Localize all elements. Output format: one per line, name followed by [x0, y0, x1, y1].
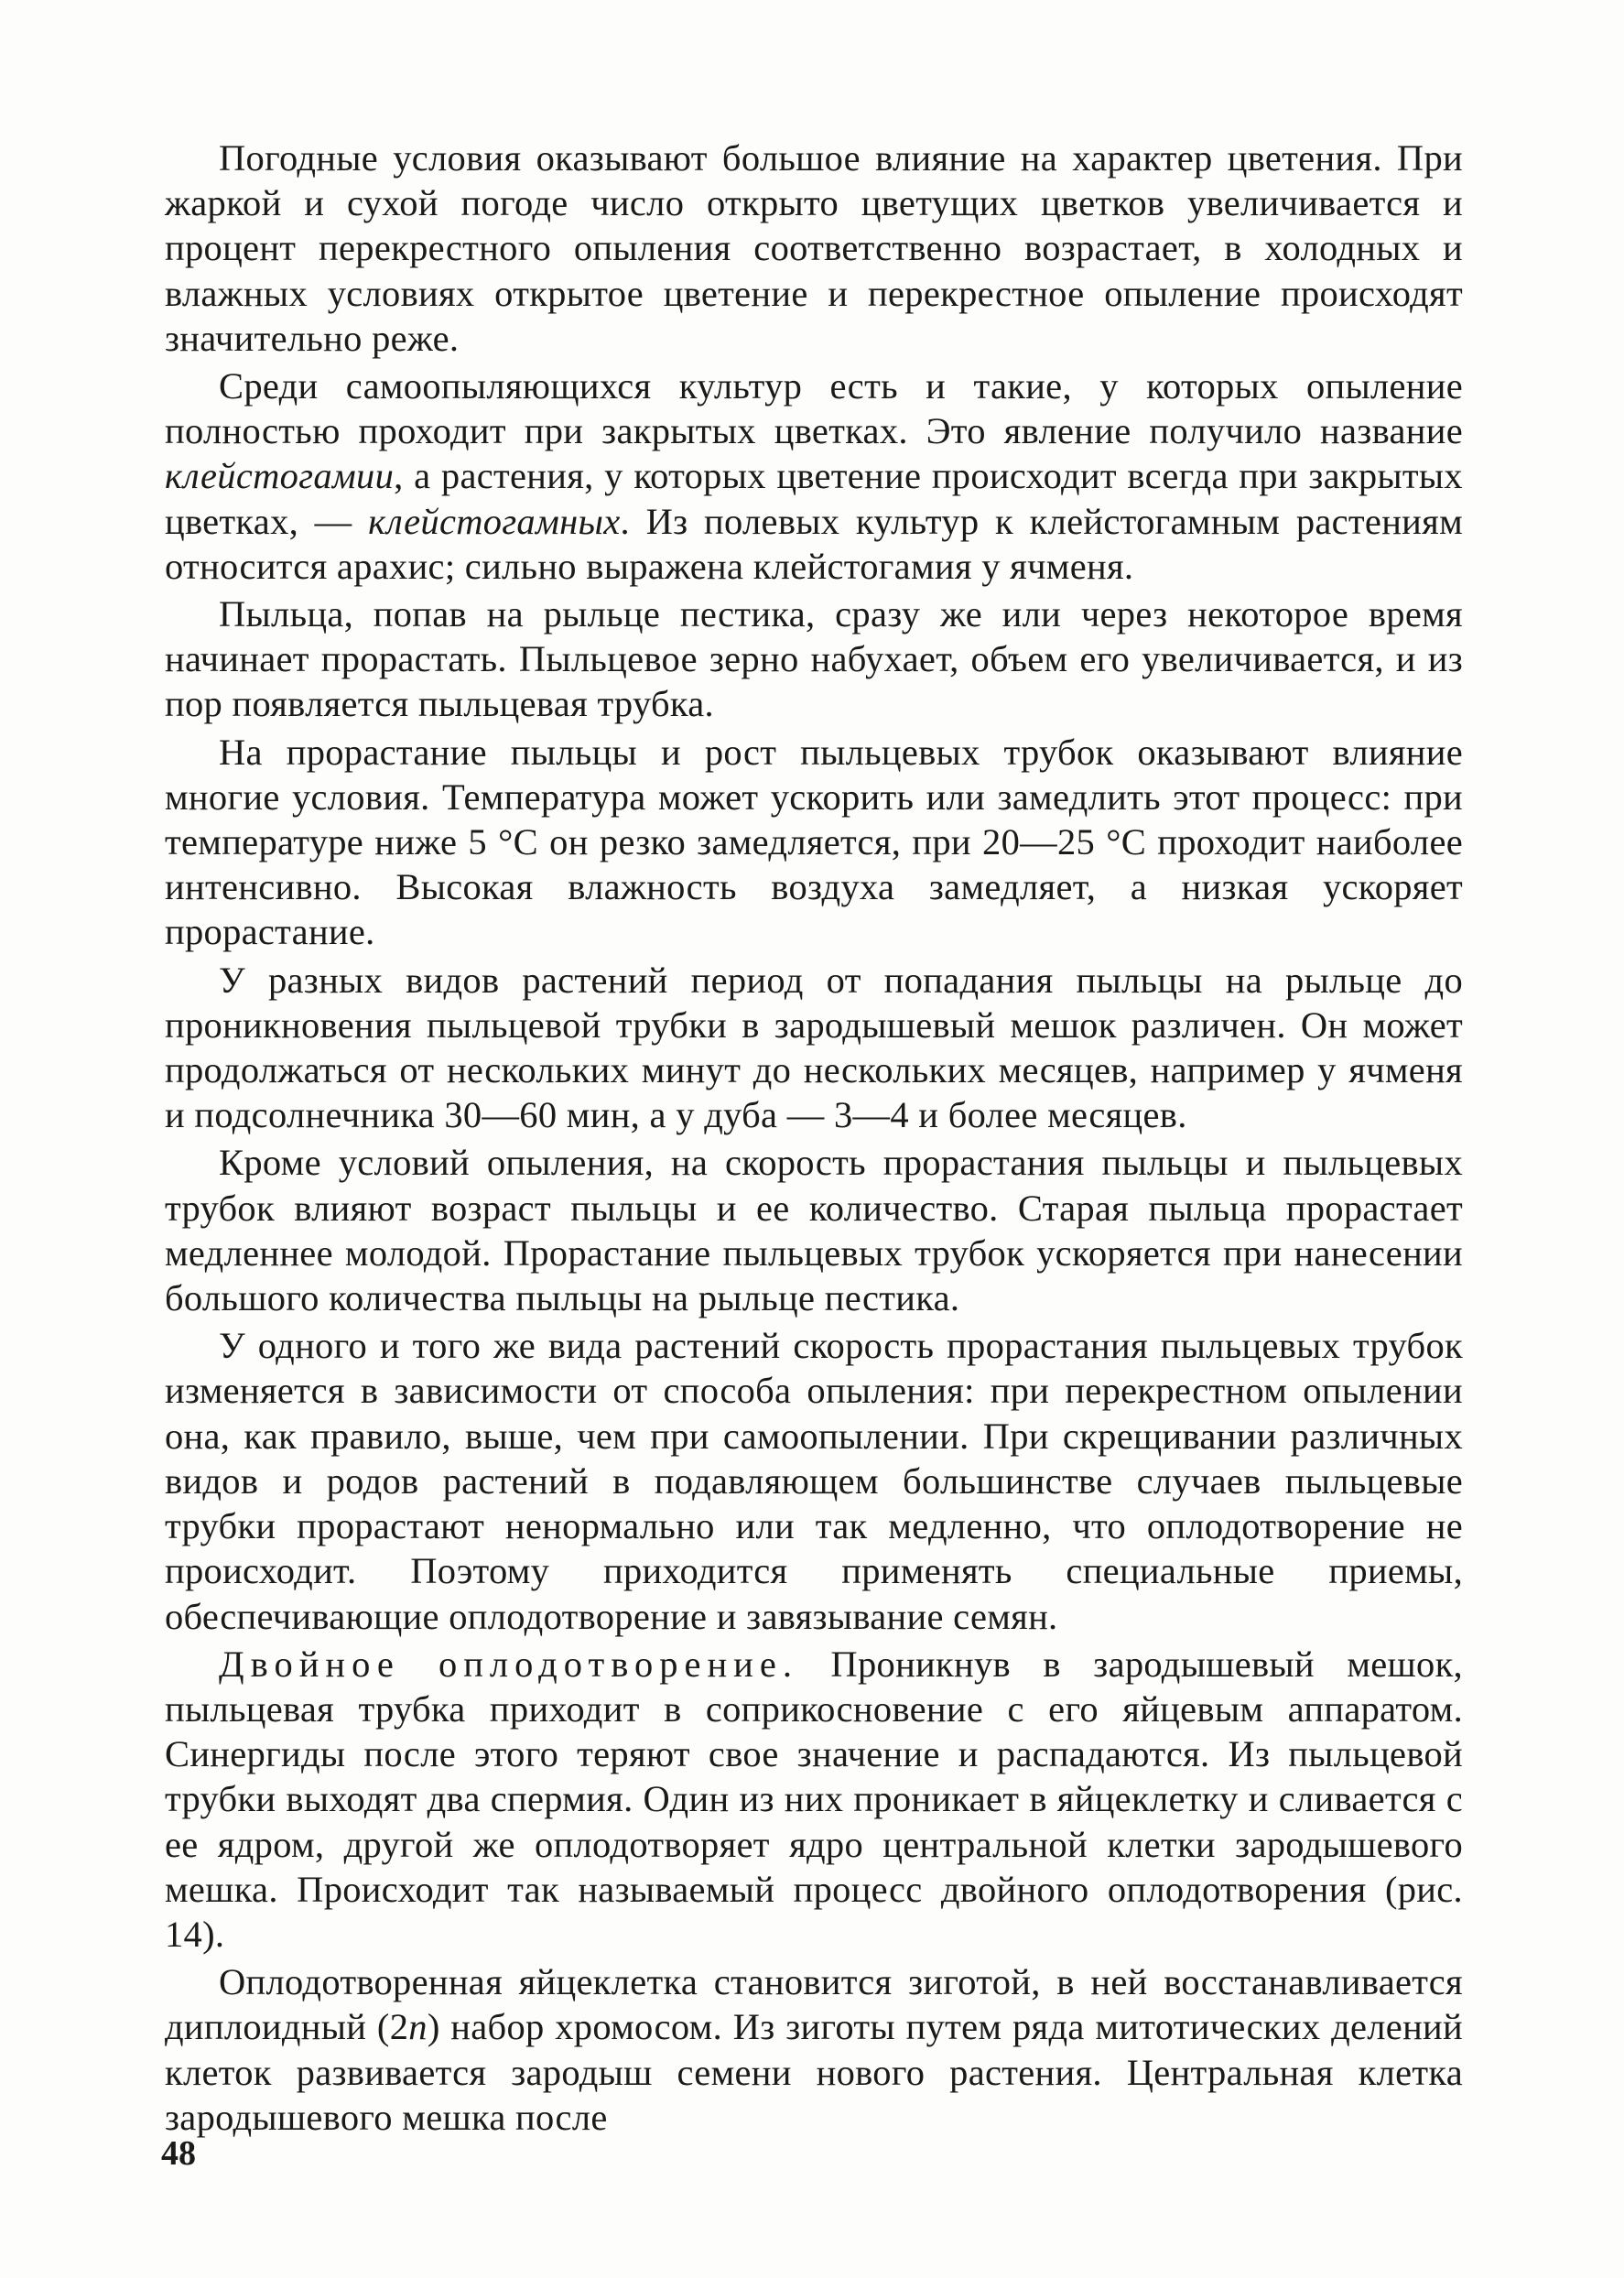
- paragraph-penetration-period: У разных видов растений период от попадания пыльцы на рыльце до проникновения пыльцевой трубки в зародышевый мешок различен. Он может продолжаться от нескольких минут до нескольких месяцев, например у ячменя и подсолнечника 30—60 мин, а у дуба — 3—4 и более месяцев.: [165, 959, 1463, 1136]
- paragraph-double-fertilization: [165, 1642, 1463, 1957]
- body-text: [165, 136, 1463, 2142]
- term-cleistogamy: клейстогамии: [165, 455, 395, 497]
- text-run: . Из полевых культур к клейстогамным растениям относится арахис; сильно выражена клейстогамия у ячменя.: [165, 500, 1463, 587]
- text-run: Проникнув в зародышевый мешок, пыльцевая трубка приходит в соприкосновение с его яйцевым аппаратом. Синергиды после этого теряют свое значение и распадаются. Из пыльцевой трубки выходят два спермия. Один из них проникает в яйцеклетку и сливается с ее ядром, другой же оплодотворяет ядро центральной клетки зародышевого мешка. Происходит так называемый процесс двойного оплодотворения (рис. 14).: [165, 1643, 1463, 1955]
- page-number: 48: [161, 2134, 196, 2173]
- paragraph-zygote: [165, 1959, 1463, 2140]
- paragraph-weather: Погодные условия оказывают большое влияние на характер цветения. При жаркой и сухой погоде число открыто цветущих цветков увеличивается и процент перекрестного опыления соответственно возрастает, в холодных и влажных условиях открытое цветение и перекрестное опыление происходят значительно реже.: [165, 137, 1463, 359]
- paragraph-germination-conditions: На прорастание пыльцы и рост пыльцевых трубок оказывают влияние многие условия. Температура может ускорить или замедлить этот процесс: при температуре ниже 5 °С он резко замедляется, при 20—25 °С проходит наиболее интенсивно. Высокая влажность воздуха замедляет, а низкая ускоряет прорастание.: [165, 731, 1463, 953]
- text-run: ) набор хромосом. Из зиготы путем ряда митотических делений клеток развивается зародыш семени нового растения. Центральная клетка зародышевого мешка после: [165, 2006, 1463, 2138]
- paragraph-cleistogamy: [165, 363, 1463, 589]
- text-run: Среди самоопыляющихся культур есть и такие, у которых опыление полностью проходит при закрытых цветках. Это явление получило название: [165, 365, 1463, 452]
- text-run: Оплодотворенная яйцеклетка становится зиготой, в ней восстанавливается диплоидный (2: [165, 1961, 1463, 2048]
- paragraph-pollination-method: У одного и того же вида растений скорость прорастания пыльцевых трубок изменяется в зависимости от способа опыления: при перекрестном опылении она, как правило, выше, чем при самоопылении. При скрещивании различных видов и родов растений в подавляющем большинстве случаев пыльцевые трубки прорастают ненормально или так медленно, что оплодотворение не происходит. Поэтому приходится применять специальные приемы, обеспечивающие оплодотворение и завязывание семян.: [165, 1325, 1463, 1637]
- italic-n: n: [408, 2006, 428, 2048]
- text-run: , а растения, у которых цветение происходит всегда при закрытых цветках, —: [165, 455, 1463, 542]
- section-heading: Двойное оплодотворение.: [219, 1643, 798, 1685]
- paragraph-pollen-age: Кроме условий опыления, на скорость прорастания пыльцы и пыльцевых трубок влияют возраст пыльцы и ее количество. Старая пыльца прорастает медленнее молодой. Прорастание пыльцевых трубок ускоряется при нанесении большого количества пыльцы на рыльце пестика.: [165, 1142, 1463, 1319]
- term-cleistogamous: клейстогамных: [368, 500, 621, 542]
- paragraph-pollen-germination: Пыльца, попав на рыльце пестика, сразу же или через некоторое время начинает прорастать. Пыльцевое зерно набухает, объем его увеличивается, и из пор появляется пыльцевая трубка.: [165, 593, 1463, 725]
